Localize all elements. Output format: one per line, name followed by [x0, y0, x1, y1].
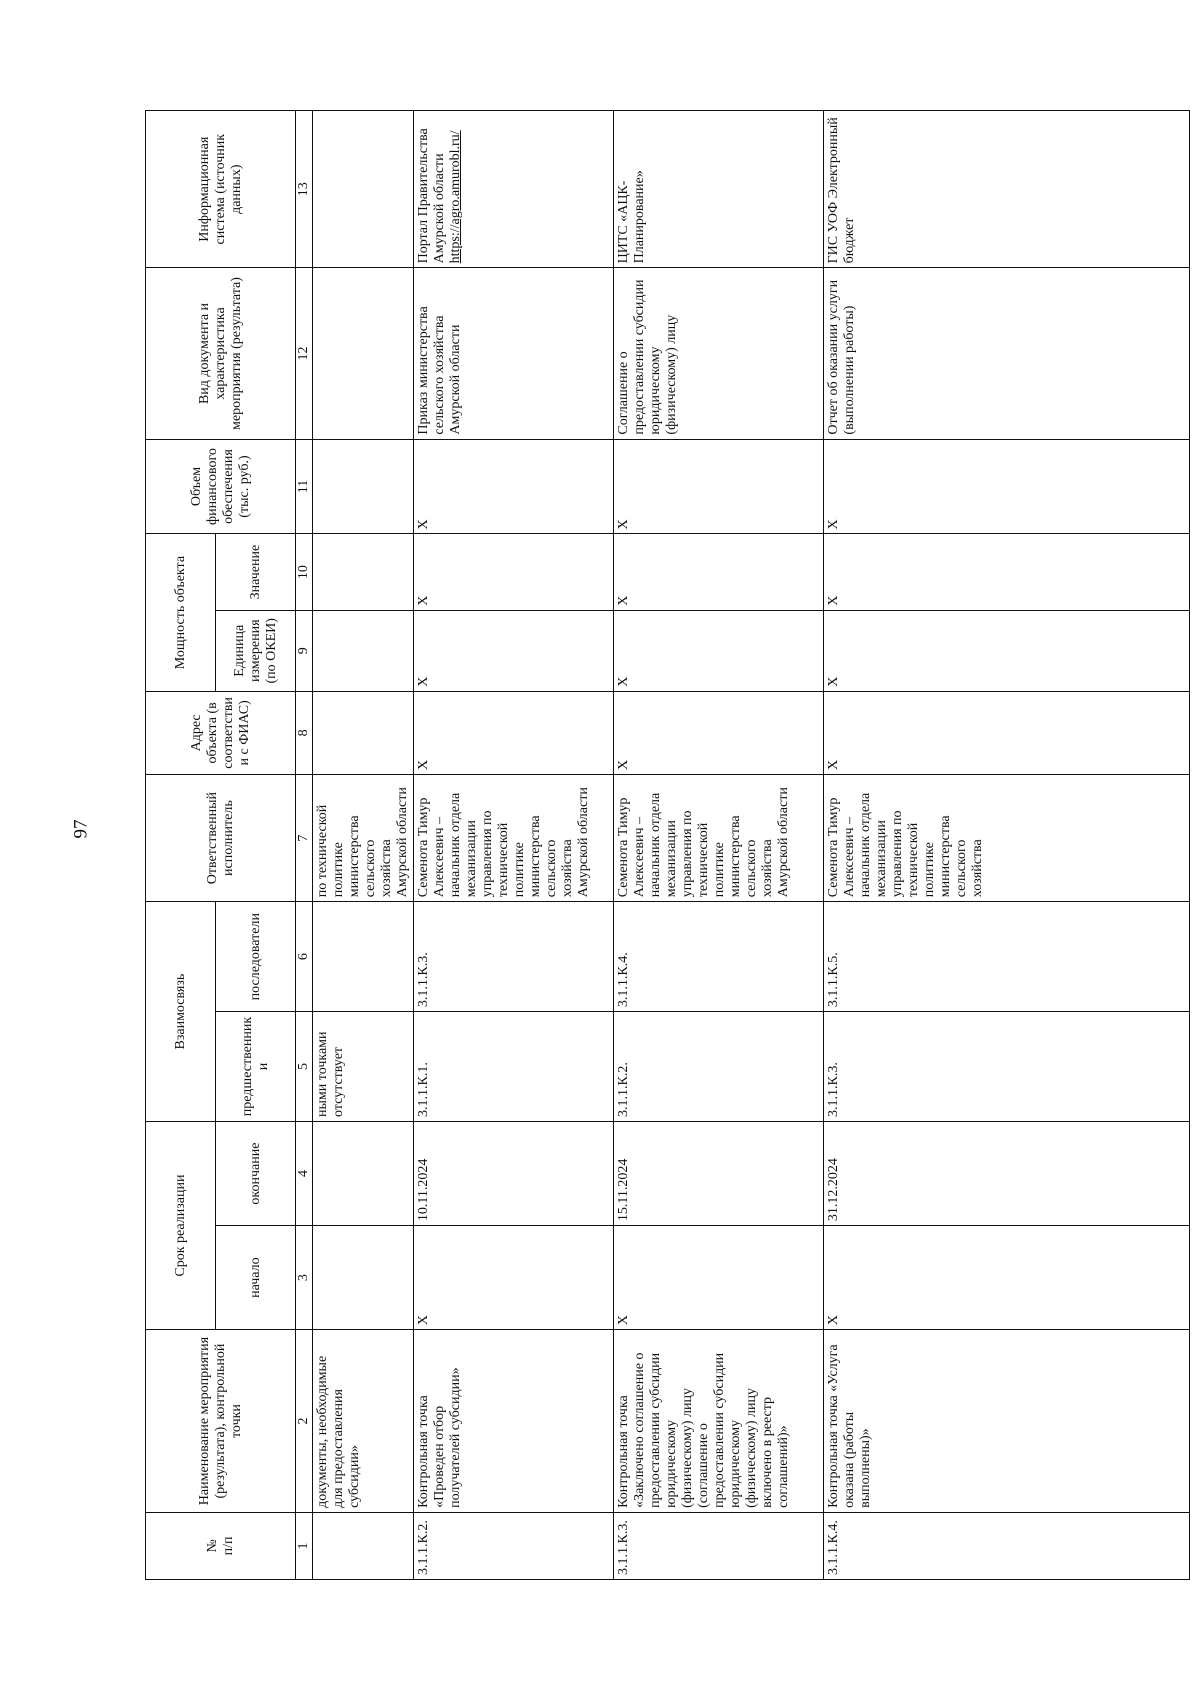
cell-unit	[313, 610, 414, 691]
events-table	[145, 110, 1190, 1580]
cell-doc	[313, 268, 414, 439]
header-moshch: Мощность объекта	[146, 534, 216, 691]
header-unit: Единица измерения (по ОКЕИ)	[216, 610, 296, 691]
cell-fin	[313, 439, 414, 534]
cell-num: 3.1.1.К.2.	[414, 1512, 614, 1579]
cell-num: 3.1.1.К.4.	[824, 1512, 1190, 1579]
column-number: 5	[296, 1012, 313, 1122]
header-name: Наименование мероприятия (результата), контрольной точки	[146, 1330, 296, 1513]
header-num: № п/п	[146, 1512, 296, 1579]
cell-name: Контрольная точка «Услуга оказана (работы выполнены)»	[824, 1330, 1190, 1513]
cell-value: X	[414, 534, 614, 610]
cell-is: ЦИТС «АЦК-Планирование»	[614, 111, 824, 268]
cell-end	[313, 1121, 414, 1225]
rotated-table-container	[145, 110, 1190, 1580]
cell-fin: X	[824, 439, 1190, 534]
cell-resp: Семенота Тимур Алексеевич – начальник отдела механизации управления по технической политике министерства сельского хозяйства Амурской области	[414, 775, 614, 902]
column-number: 8	[296, 691, 313, 774]
table-row	[614, 111, 824, 1580]
cell-resp: по технической политике министерства сельского хозяйства Амурской области	[313, 775, 414, 902]
cell-num: 3.1.1.К.3.	[614, 1512, 824, 1579]
header-pred: предшественники	[216, 1012, 296, 1122]
cell-end: 31.12.2024	[824, 1121, 1190, 1225]
cell-name: Контрольная точка «Проведен отбор получателей субсидии»	[414, 1330, 614, 1513]
cell-is	[313, 111, 414, 268]
header-is: Информационная система (источник данных)	[146, 111, 296, 268]
cell-start: X	[414, 1226, 614, 1330]
cell-value	[313, 534, 414, 610]
cell-start: X	[824, 1226, 1190, 1330]
cell-name: Контрольная точка «Заключено соглашение о предоставлении субсидии юридическому (физическому) лицу (соглашение о предоставлении субсидии юридическому (физическому) лицу включено в реестр соглашений)»	[614, 1330, 824, 1513]
header-end: окончание	[216, 1121, 296, 1225]
header-resp: Ответственный исполнитель	[146, 775, 296, 902]
cell-post: 3.1.1.К.3.	[414, 902, 614, 1012]
cell-value: X	[824, 534, 1190, 610]
is-text: Портал Правительства Амурской области	[416, 128, 447, 264]
header-fin: Объем финансового обеспечения (тыс. руб.)	[146, 439, 296, 534]
cell-addr: X	[414, 691, 614, 774]
cell-is: ГИС УОФ Электронный бюджет	[824, 111, 1190, 268]
cell-unit: X	[824, 610, 1190, 691]
cell-num	[313, 1512, 414, 1579]
header-vzaim: Взаимосвязь	[146, 902, 216, 1122]
cell-value: X	[614, 534, 824, 610]
cell-resp: Семенота Тимур Алексеевич – начальник отдела механизации управления по технической политике министерства сельского хозяйства Амурской области	[614, 775, 824, 902]
cell-addr: X	[824, 691, 1190, 774]
header-doc: Вид документа и характеристика мероприятия (результата)	[146, 268, 296, 439]
header-post: последователи	[216, 902, 296, 1012]
cell-is	[414, 111, 614, 268]
page-number: 97	[70, 819, 92, 839]
table-row	[824, 111, 1190, 1580]
header-addr: Адрес объекта (в соответствии с ФИАС)	[146, 691, 296, 774]
column-number: 13	[296, 111, 313, 268]
header-start: начало	[216, 1226, 296, 1330]
cell-doc: Отчет об оказании услуги (выполнении работы)	[824, 268, 1190, 439]
cell-name: документы, необходимые для предоставления субсидии»	[313, 1330, 414, 1513]
header-srok: Срок реализации	[146, 1121, 216, 1329]
cell-resp: Семенота Тимур Алексеевич – начальник отдела механизации управления по технической политике министерства сельского хозяйства	[824, 775, 1190, 902]
column-number: 6	[296, 902, 313, 1012]
cell-unit: X	[414, 610, 614, 691]
column-number: 11	[296, 439, 313, 534]
cell-end: 10.11.2024	[414, 1121, 614, 1225]
cell-post: 3.1.1.К.4.	[614, 902, 824, 1012]
cell-fin: X	[614, 439, 824, 534]
cell-doc: Приказ министерства сельского хозяйства Амурской области	[414, 268, 614, 439]
column-number: 7	[296, 775, 313, 902]
cell-pred: ными точками отсутствует	[313, 1012, 414, 1122]
column-number-row	[296, 111, 313, 1580]
cell-pred: 3.1.1.К.2.	[614, 1012, 824, 1122]
cell-unit: X	[614, 610, 824, 691]
cell-end: 15.11.2024	[614, 1121, 824, 1225]
column-number: 3	[296, 1226, 313, 1330]
table-row	[313, 111, 414, 1580]
header-value: Значение	[216, 534, 296, 610]
cell-doc: Соглашение о предоставлении субсидии юридическому (физическому) лицу	[614, 268, 824, 439]
column-number: 2	[296, 1330, 313, 1513]
cell-post: 3.1.1.К.5.	[824, 902, 1190, 1012]
cell-start	[313, 1226, 414, 1330]
cell-addr: X	[614, 691, 824, 774]
cell-post	[313, 902, 414, 1012]
cell-start: X	[614, 1226, 824, 1330]
cell-pred: 3.1.1.К.3.	[824, 1012, 1190, 1122]
agro-portal-link[interactable]: https://agro.amurobl.ru/	[448, 130, 463, 264]
column-number: 9	[296, 610, 313, 691]
cell-fin: X	[414, 439, 614, 534]
column-number: 1	[296, 1512, 313, 1579]
column-number: 10	[296, 534, 313, 610]
cell-addr	[313, 691, 414, 774]
table-row	[414, 111, 614, 1580]
column-number: 4	[296, 1121, 313, 1225]
cell-pred: 3.1.1.К.1.	[414, 1012, 614, 1122]
column-number: 12	[296, 268, 313, 439]
